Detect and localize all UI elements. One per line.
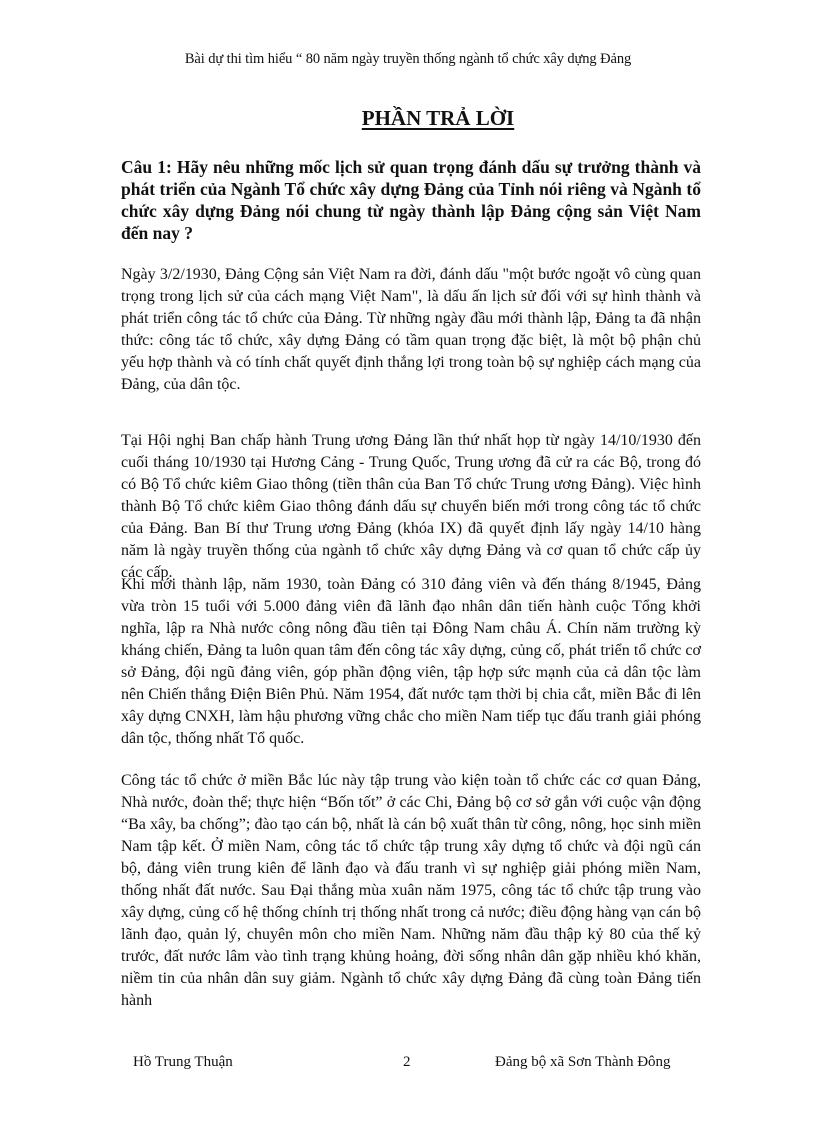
footer-author: Hồ Trung Thuận — [133, 1054, 233, 1070]
page-number: 2 — [403, 1054, 411, 1070]
page-header: Bài dự thi tìm hiểu “ 80 năm ngày truyền thống ngành tổ chức xây dựng Đảng — [184, 51, 632, 67]
body-paragraph: Ngày 3/2/1930, Đảng Cộng sản Việt Nam ra đời, đánh dấu "một bước ngoặt vô cùng quan trọng trong lịch sử của cách mạng Việt Nam", là dấu ấn lịch sử đối với sự hình thành và phát triển công tác tổ chức của Đảng. Từ những ngày đầu mới thành lập, Đảng ta đã nhận thức: công tác tổ chức, xây dựng Đảng có tầm quan trọng đặc biệt, là một bộ phận chủ yếu hợp thành và có tính chất quyết định thắng lợi trong toàn bộ sự nghiệp cách mạng của Đảng, của dân tộc. — [121, 266, 701, 393]
footer-organization: Đảng bộ xã Sơn Thành Đông — [495, 1054, 671, 1070]
body-paragraph: Công tác tổ chức ở miền Bắc lúc này tập trung vào kiện toàn tổ chức các cơ quan Đảng, Nhà nước, đoàn thể; thực hiện “Bốn tốt” ở các Chi, Đảng bộ cơ sở gắn với cuộc vận động “Ba xây, ba chống”; đào tạo cán bộ, nhất là cán bộ xuất thân từ công, nông, học sinh miền Nam tập kết. Ở miền Nam, công tác tổ chức tập trung xây dựng tổ chức và đội ngũ cán bộ, đảng viên trung kiên để lãnh đạo và đấu tranh vì sự nghiệp giải phóng miền Nam, thống nhất đất nước. Sau Đại thắng mùa xuân năm 1975, công tác tổ chức tập trung vào xây dựng, củng cố hệ thống chính trị thống nhất trong cả nước; điều động hàng vạn cán bộ lãnh đạo, quản lý, chuyên môn cho miền Nam. Những năm đầu thập kỷ 80 của thế kỷ trước, đất nước lâm vào tình trạng khủng hoảng, đời sống nhân dân gặp nhiều khó khăn, niềm tin của nhân dân suy giảm. Ngành tổ chức xây dựng Đảng đã cùng toàn Đảng tiến hành — [121, 772, 701, 1009]
body-paragraph: Khi mới thành lập, năm 1930, toàn Đảng có 310 đảng viên và đến tháng 8/1945, Đảng vừa tròn 15 tuổi với 5.000 đảng viên đã lãnh đạo nhân dân tiến hành cuộc Tổng khởi nghĩa, lập ra Nhà nước công nông đầu tiên tại Đông Nam châu Á. Chín năm trường kỳ kháng chiến, Đảng ta luôn quan tâm đến công tác xây dựng, củng cố, phát triển tổ chức cơ sở Đảng, đội ngũ đảng viên, góp phần động viên, tập hợp sức mạnh của cả dân tộc làm nên Chiến thắng Điện Biên Phủ. Năm 1954, đất nước tạm thời bị chia cắt, miền Bắc đi lên xây dựng CNXH, làm hậu phương vững chắc cho miền Nam tiếp tục đấu tranh giải phóng dân tộc, thống nhất Tổ quốc. — [121, 576, 701, 747]
section-title: PHẦN TRẢ LỜI — [361, 106, 515, 130]
body-paragraph: Tại Hội nghị Ban chấp hành Trung ương Đảng lần thứ nhất họp từ ngày 14/10/1930 đến cuối tháng 10/1930 tại Hương Cảng - Trung Quốc, Trung ương đã cử ra các Bộ, trong đó có Bộ Tổ chức kiêm Giao thông (tiền thân của Ban Tổ chức Trung ương Đảng). Việc hình thành Bộ Tổ chức kiêm Giao thông đánh dấu sự chuyển biến mới trong công tác tổ chức của Đảng. Ban Bí thư Trung ương Đảng (khóa IX) đã quyết định lấy ngày 14/10 hàng năm là ngày truyền thống của ngành tổ chức xây dựng Đảng và cơ quan tổ chức cấp ủy các cấp. — [121, 432, 701, 581]
question-heading: Câu 1: Hãy nêu những mốc lịch sử quan trọng đánh dấu sự trưởng thành và phát triển của Ngành Tổ chức xây dựng Đảng của Tỉnh nói riêng và Ngành tổ chức xây dựng Đảng nói chung từ ngày thành lập Đảng cộng sản Việt Nam đến nay ? — [121, 157, 701, 243]
